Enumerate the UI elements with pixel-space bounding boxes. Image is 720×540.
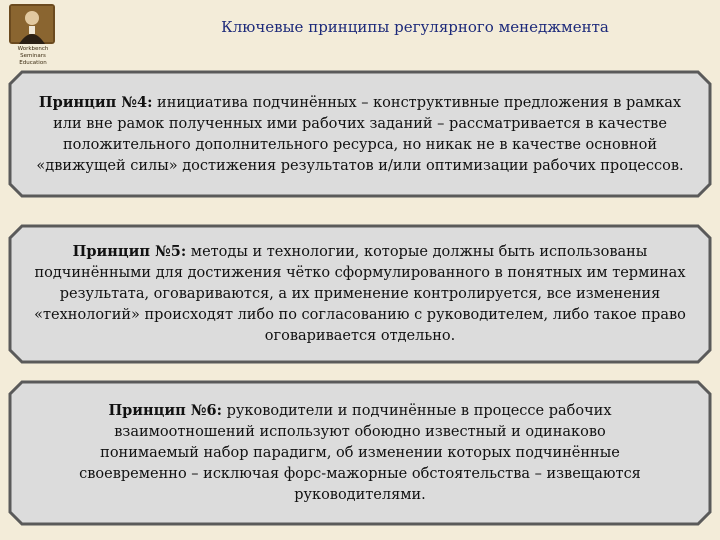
principle-5-body: методы и технологии, которые должны быть использованы подчинёнными для достижения чётко сформулированного в понятных им терминах результата, оговариваются, а их применение контролируется, все изменения «технологий» происходят либо по согласованию с руководителем, либо такое право оговаривается отдельно. <box>34 244 686 344</box>
portrait-image <box>9 4 55 44</box>
principle-4-label: Принцип №4: <box>38 93 153 111</box>
principle-6-panel <box>8 380 712 526</box>
principle-5-text <box>8 241 712 347</box>
logo <box>4 4 62 66</box>
logo-caption-line2: Education <box>19 60 47 66</box>
principle-5-panel <box>8 224 712 364</box>
principle-5-label: Принцип №5: <box>72 243 187 260</box>
logo-caption <box>4 46 62 67</box>
principle-4-text <box>8 92 712 177</box>
principle-6-text <box>8 400 712 506</box>
page-title: Ключевые принципы регулярного менеджмента <box>221 18 609 36</box>
principle-6-body: руководители и подчинённые в процессе рабочих взаимоотношений используют обоюдно известный и одинаково понимаемый набор парадигм, об изменении которых подчинённые своевременно – исключая форс-мажорные обстоятельства – извещаются руководителями. <box>79 403 641 503</box>
principle-4-body: инициатива подчинённых – конструктивные предложения в рамках или вне рамок полученных ими рабочих заданий – рассматривается в качестве положительного дополнительного ресурса, но никак не в качестве основной «движущей силы» достижения результатов и/или оптимизации рабочих процессов. <box>36 94 684 174</box>
principle-4-panel <box>8 70 712 198</box>
logo-caption-line1: Workbench Seminars <box>17 46 49 59</box>
principle-6-label: Принцип №6: <box>108 402 222 419</box>
